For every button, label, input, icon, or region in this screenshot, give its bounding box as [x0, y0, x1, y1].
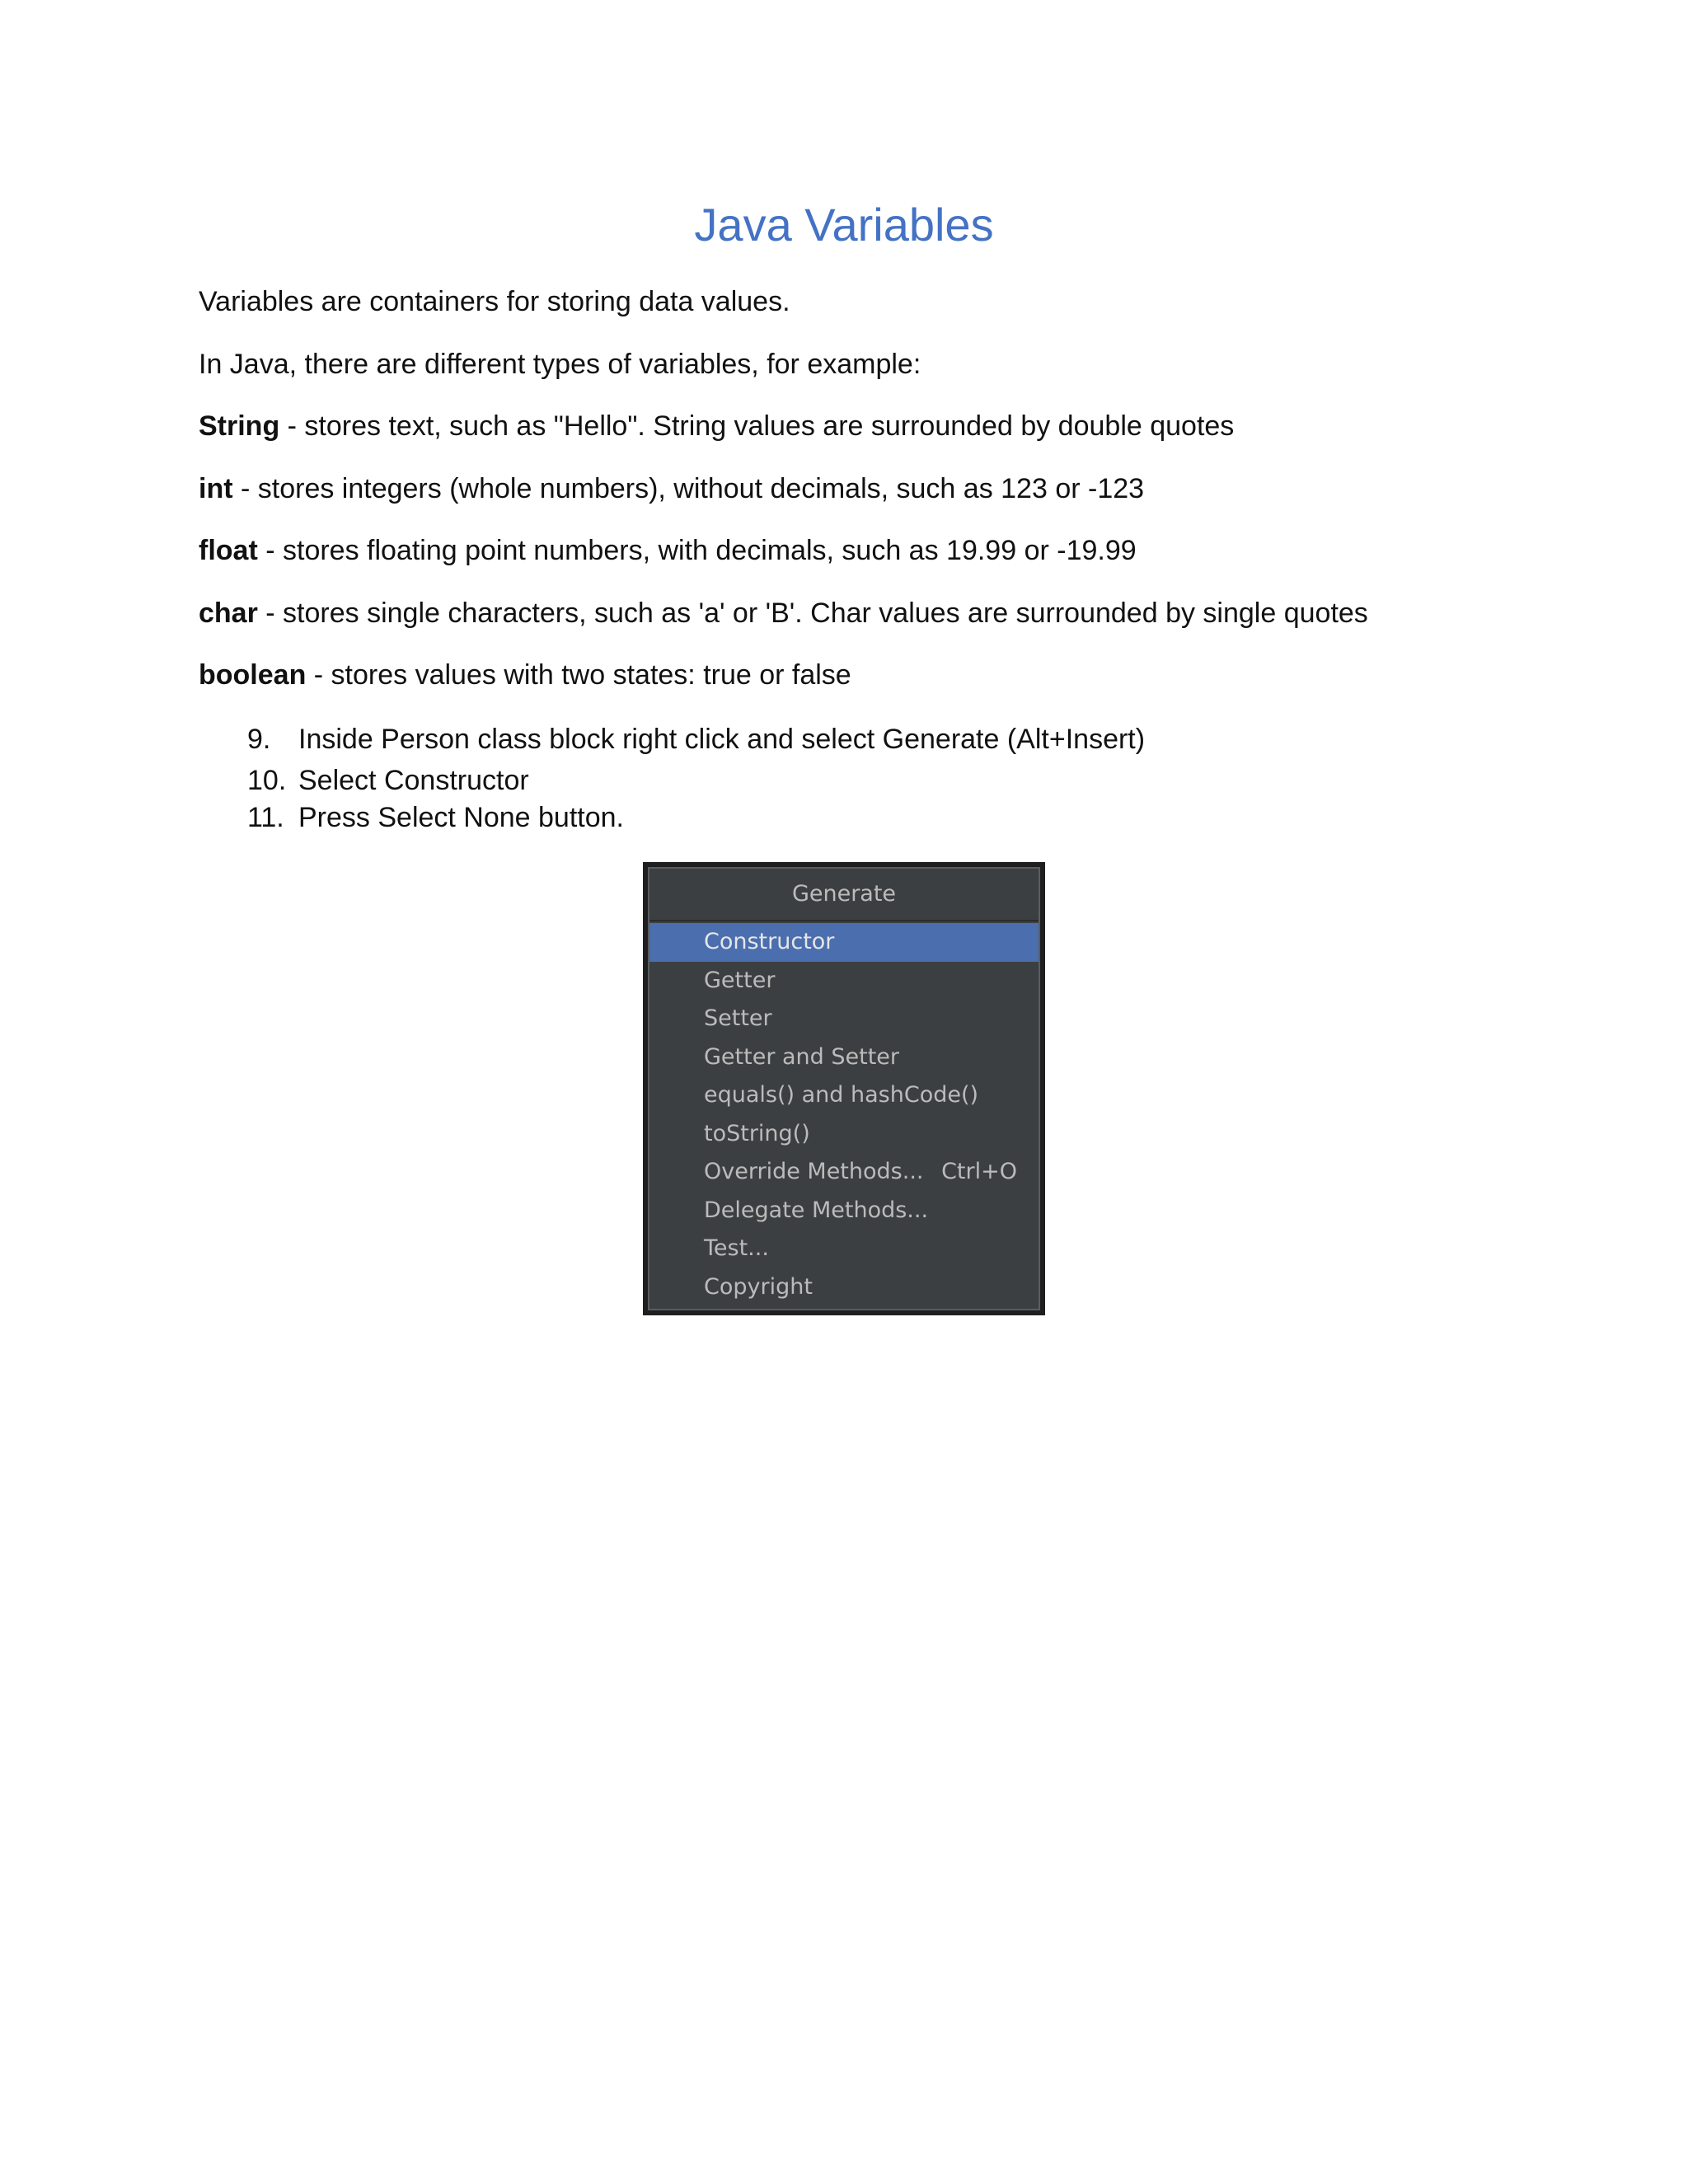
step-number: 11.: [247, 802, 284, 833]
type-name: String: [199, 410, 280, 442]
type-float-paragraph: [199, 532, 1137, 569]
type-int-paragraph: [199, 471, 1144, 507]
types-intro-paragraph: In Java, there are different types of variables, for example:: [199, 349, 921, 380]
menu-item-constructor[interactable]: [649, 923, 1039, 962]
step-item: [247, 799, 1145, 836]
menu-item-test[interactable]: [649, 1230, 1039, 1268]
document-title: Java Variables: [694, 199, 994, 251]
menu-item-equals-hashcode[interactable]: [649, 1076, 1039, 1115]
popup-title: Generate: [649, 869, 1039, 921]
menu-item-getter-and-setter[interactable]: [649, 1038, 1039, 1077]
generate-popup: [643, 862, 1045, 1315]
step-text: Inside Person class block right click and select Generate (Alt+Insert): [298, 724, 1146, 755]
type-description: - stores floating point numbers, with decimals, such as 19.99 or -19.99: [257, 535, 1137, 566]
intro-paragraph: Variables are containers for storing data values.: [199, 286, 790, 317]
menu-item-label: Constructor: [704, 929, 835, 954]
menu-item-label: Test...: [704, 1235, 769, 1261]
menu-item-label: Copyright: [704, 1273, 813, 1300]
step-text: Press Select None button.: [298, 802, 625, 833]
type-name: float: [199, 535, 258, 566]
menu-item-label: Setter: [704, 1005, 772, 1031]
menu-item-label: Delegate Methods...: [704, 1197, 929, 1223]
type-description: - stores integers (whole numbers), without decimals, such as 123 or -123: [232, 473, 1145, 504]
menu-item-label: Getter: [704, 967, 776, 993]
type-name: boolean: [199, 659, 307, 691]
menu-item-label: toString(): [704, 1120, 810, 1146]
menu-item-label: Override Methods...: [704, 1159, 924, 1184]
type-name: char: [199, 598, 258, 629]
menu-item-getter[interactable]: [649, 962, 1039, 1001]
menu-item-label: equals() and hashCode(): [704, 1082, 979, 1108]
step-item: [247, 721, 1145, 762]
menu-item-tostring[interactable]: [649, 1115, 1039, 1154]
type-char-paragraph: [199, 595, 1368, 631]
type-description: - stores values with two states: true or false: [306, 659, 851, 691]
type-description: - stores single characters, such as 'a' or 'B'. Char values are surrounded by single quotes: [257, 598, 1368, 629]
generate-popup-body: [648, 867, 1040, 1310]
generate-menu: [649, 923, 1039, 1306]
type-name: int: [199, 473, 233, 504]
steps-list: [247, 721, 1145, 836]
step-item: [247, 762, 1145, 799]
menu-item-label: Getter and Setter: [704, 1043, 900, 1070]
menu-item-delegate-methods[interactable]: [649, 1192, 1039, 1230]
menu-item-setter[interactable]: [649, 1000, 1039, 1038]
type-boolean-paragraph: [199, 657, 851, 693]
step-text: Select Constructor: [298, 765, 529, 796]
menu-item-copyright[interactable]: [649, 1268, 1039, 1307]
type-string-paragraph: [199, 408, 1234, 444]
step-number: 9.: [247, 724, 271, 755]
type-description: - stores text, such as "Hello". String values are surrounded by double quotes: [279, 410, 1235, 442]
menu-item-shortcut: Ctrl+O: [941, 1159, 1017, 1184]
step-number: 10.: [247, 765, 287, 796]
menu-item-override-methods[interactable]: [649, 1153, 1039, 1192]
